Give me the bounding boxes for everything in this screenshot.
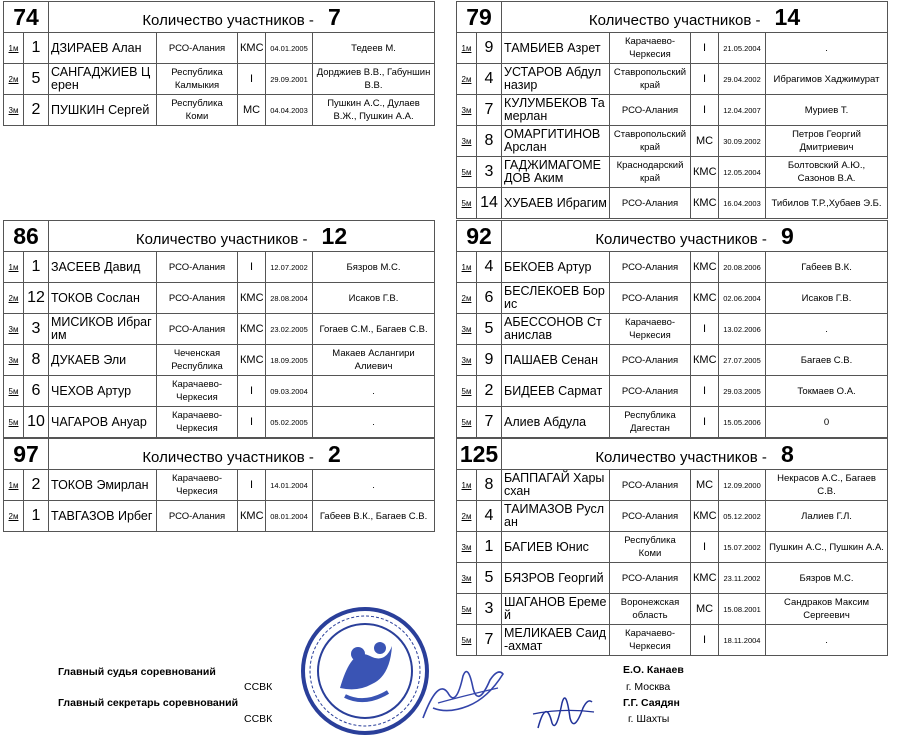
birth-date: 05.12.2002 (719, 501, 766, 532)
trainer-cell: Сандраков Максим Сергеевич (766, 594, 888, 625)
participants-count: 14 (774, 3, 801, 30)
table-row (4, 376, 435, 407)
athlete-name: ТОКОВ Сослан (49, 283, 157, 314)
trainer-cell: Пушкин А.С., Дулаев В.Ж., Пушкин А.А. (313, 95, 435, 126)
region-cell: РСО-Алания (610, 95, 691, 126)
weight-category: 125 (457, 439, 502, 470)
chief-judge-category: ССВК (244, 681, 273, 693)
place-cell: 5м (4, 407, 24, 438)
weight-block-86 (3, 220, 435, 438)
chief-judge-label: Главный судья соревнований (58, 666, 216, 678)
birth-date: 20.08.2006 (719, 252, 766, 283)
rank-cell: I (238, 407, 266, 438)
participant-number: 7 (477, 625, 502, 656)
region-cell: Ставропольский край (610, 64, 691, 95)
participants-count-cell (49, 2, 435, 33)
athlete-name: ПУШКИН Сергей (49, 95, 157, 126)
rank-cell: I (238, 376, 266, 407)
athlete-name: ШАГАНОВ Еремей (502, 594, 610, 625)
table-row (457, 33, 888, 64)
region-cell: Карачаево-Черкесия (157, 376, 238, 407)
weight-category: 74 (4, 2, 49, 33)
table-row (457, 470, 888, 501)
results-table (456, 438, 888, 656)
place-cell: 3м (457, 345, 477, 376)
results-table (456, 220, 888, 438)
participants-count-cell (502, 221, 888, 252)
participants-count-cell (502, 439, 888, 470)
trainer-cell: . (766, 33, 888, 64)
place-cell: 2м (457, 283, 477, 314)
region-cell: Республика Калмыкия (157, 64, 238, 95)
place-cell: 5м (457, 157, 477, 188)
trainer-cell: Гогаев С.М., Багаев С.В. (313, 314, 435, 345)
participant-number: 5 (24, 64, 49, 95)
rank-cell: КМС (691, 501, 719, 532)
participant-number: 14 (477, 188, 502, 219)
trainer-cell: Токмаев О.А. (766, 376, 888, 407)
weight-header (4, 2, 435, 33)
place-cell: 3м (4, 345, 24, 376)
table-row (457, 126, 888, 157)
region-cell: РСО-Алания (610, 563, 691, 594)
region-cell: Ставропольский край (610, 126, 691, 157)
rank-cell: I (691, 625, 719, 656)
trainer-cell: . (766, 625, 888, 656)
region-cell: РСО-Алания (610, 376, 691, 407)
chief-judge-city: г. Москва (626, 681, 671, 693)
table-row (457, 407, 888, 438)
rank-cell: МС (238, 95, 266, 126)
region-cell: РСО-Алания (157, 501, 238, 532)
participant-number: 2 (24, 95, 49, 126)
region-cell: Республика Коми (157, 95, 238, 126)
athlete-name: БЕСЛЕКОЕВ Борис (502, 283, 610, 314)
rank-cell: I (691, 64, 719, 95)
region-cell: Воронежская область (610, 594, 691, 625)
place-cell: 5м (457, 594, 477, 625)
participants-count: 9 (780, 222, 794, 249)
participants-count-label: Количество участников - (135, 230, 308, 248)
rank-cell: I (238, 252, 266, 283)
region-cell: Карачаево-Черкесия (157, 407, 238, 438)
trainer-cell: Бязров М.С. (766, 563, 888, 594)
region-cell: Карачаево-Черкесия (610, 625, 691, 656)
trainer-cell: Макаев Аслангири Алиевич (313, 345, 435, 376)
athlete-name: ГАДЖИМАГОМЕДОВ Аким (502, 157, 610, 188)
athlete-name: АБЕССОНОВ Станислав (502, 314, 610, 345)
rank-cell: I (691, 532, 719, 563)
results-table (3, 220, 435, 438)
region-cell: РСО-Алания (610, 501, 691, 532)
weight-category: 97 (4, 439, 49, 470)
participant-number: 5 (477, 563, 502, 594)
place-cell: 1м (457, 252, 477, 283)
table-row (457, 345, 888, 376)
participant-number: 1 (24, 252, 49, 283)
birth-date: 16.04.2003 (719, 188, 766, 219)
birth-date: 09.03.2004 (266, 376, 313, 407)
place-cell: 2м (457, 64, 477, 95)
athlete-name: ПАШАЕВ Сенан (502, 345, 610, 376)
weight-block-125 (456, 438, 888, 656)
athlete-name: УСТАРОВ Абдул назир (502, 64, 610, 95)
weight-header (457, 221, 888, 252)
trainer-cell: . (313, 376, 435, 407)
participants-count: 8 (780, 440, 794, 467)
athlete-name: МИСИКОВ Ибрагим (49, 314, 157, 345)
place-cell: 3м (4, 314, 24, 345)
participant-number: 12 (24, 283, 49, 314)
weight-header (4, 439, 435, 470)
birth-date: 15.08.2001 (719, 594, 766, 625)
participants-count: 2 (327, 440, 341, 467)
rank-cell: КМС (691, 563, 719, 594)
participant-number: 7 (477, 95, 502, 126)
participants-count-label: Количество участников - (142, 11, 314, 29)
rank-cell: I (691, 33, 719, 64)
table-row (457, 376, 888, 407)
rank-cell: МС (691, 470, 719, 501)
birth-date: 27.07.2005 (719, 345, 766, 376)
table-row (457, 157, 888, 188)
weight-category: 86 (4, 221, 49, 252)
athlete-name: ЗАСЕЕВ Давид (49, 252, 157, 283)
region-cell: Чеченская Республика (157, 345, 238, 376)
rank-cell: КМС (238, 501, 266, 532)
birth-date: 12.07.2002 (266, 252, 313, 283)
region-cell: Карачаево-Черкесия (610, 314, 691, 345)
participant-number: 10 (24, 407, 49, 438)
place-cell: 5м (457, 625, 477, 656)
rank-cell: КМС (691, 157, 719, 188)
region-cell: РСО-Алания (610, 345, 691, 376)
participants-count-cell (49, 221, 435, 252)
table-row (4, 64, 435, 95)
athlete-name: МЕЛИКАЕВ Саид-ахмат (502, 625, 610, 656)
region-cell: РСО-Алания (157, 33, 238, 64)
table-row (457, 188, 888, 219)
place-cell: 1м (4, 252, 24, 283)
athlete-name: ЧЕХОВ Артур (49, 376, 157, 407)
place-cell: 5м (457, 188, 477, 219)
trainer-cell: Некрасов А.С., Багаев С.В. (766, 470, 888, 501)
participant-number: 2 (24, 470, 49, 501)
weight-header (457, 439, 888, 470)
table-row (457, 64, 888, 95)
place-cell: 1м (457, 470, 477, 501)
place-cell: 1м (4, 33, 24, 64)
chief-secretary-category: ССВК (244, 713, 273, 725)
athlete-name: ЧАГАРОВ Ануар (49, 407, 157, 438)
participants-count-label: Количество участников - (595, 448, 767, 466)
place-cell: 2м (4, 501, 24, 532)
birth-date: 04.01.2005 (266, 33, 313, 64)
rank-cell: I (691, 407, 719, 438)
rank-cell: КМС (238, 283, 266, 314)
rank-cell: КМС (691, 345, 719, 376)
participants-count-cell (49, 439, 435, 470)
weight-block-74 (3, 1, 435, 126)
trainer-cell: Дорджиев В.В., Габуншин В.В. (313, 64, 435, 95)
participant-number: 1 (24, 33, 49, 64)
participant-number: 1 (477, 532, 502, 563)
athlete-name: ТОКОВ Эмирлан (49, 470, 157, 501)
birth-date: 18.11.2004 (719, 625, 766, 656)
place-cell: 3м (4, 95, 24, 126)
participants-count: 7 (327, 3, 341, 30)
participants-count-label: Количество участников - (595, 230, 767, 248)
athlete-name: ТАВГАЗОВ Ирбег (49, 501, 157, 532)
birth-date: 12.09.2000 (719, 470, 766, 501)
birth-date: 15.07.2002 (719, 532, 766, 563)
participant-number: 3 (24, 314, 49, 345)
rank-cell: КМС (691, 252, 719, 283)
region-cell: РСО-Алания (157, 252, 238, 283)
results-table (3, 1, 435, 126)
table-row (457, 563, 888, 594)
participant-number: 9 (477, 33, 502, 64)
weight-category: 92 (457, 221, 502, 252)
place-cell: 2м (4, 64, 24, 95)
region-cell: Краснодарский край (610, 157, 691, 188)
chief-judge-signature (418, 658, 508, 728)
participant-number: 3 (477, 594, 502, 625)
region-cell: РСО-Алания (610, 252, 691, 283)
table-row (457, 501, 888, 532)
trainer-cell: Болтовский А.Ю., Сазонов В.А. (766, 157, 888, 188)
place-cell: 3м (457, 563, 477, 594)
athlete-name: БАГИЕВ Юнис (502, 532, 610, 563)
participant-number: 6 (24, 376, 49, 407)
participants-count: 12 (321, 222, 348, 249)
birth-date: 23.02.2005 (266, 314, 313, 345)
rank-cell: МС (691, 594, 719, 625)
athlete-name: Алиев Абдула (502, 407, 610, 438)
rank-cell: I (691, 376, 719, 407)
trainer-cell: Габеев В.К., Багаев С.В. (313, 501, 435, 532)
results-table (3, 438, 435, 532)
table-row (4, 345, 435, 376)
place-cell: 2м (457, 501, 477, 532)
trainer-cell: Багаев С.В. (766, 345, 888, 376)
rank-cell: КМС (691, 188, 719, 219)
rank-cell: КМС (691, 283, 719, 314)
trainer-cell: Пушкин А.С., Пушкин А.А. (766, 532, 888, 563)
table-row (4, 252, 435, 283)
table-row (4, 314, 435, 345)
association-seal (300, 606, 430, 736)
rank-cell: КМС (238, 314, 266, 345)
birth-date: 28.08.2004 (266, 283, 313, 314)
table-row (4, 95, 435, 126)
region-cell: РСО-Алания (157, 314, 238, 345)
table-row (457, 314, 888, 345)
birth-date: 12.05.2004 (719, 157, 766, 188)
athlete-name: БЕКОЕВ Артур (502, 252, 610, 283)
trainer-cell: Лалиев Г.Л. (766, 501, 888, 532)
weight-block-97 (3, 438, 435, 532)
birth-date: 13.02.2006 (719, 314, 766, 345)
weight-category: 79 (457, 2, 502, 33)
trainer-cell: Исаков Г.В. (766, 283, 888, 314)
birth-date: 08.01.2004 (266, 501, 313, 532)
table-row (457, 252, 888, 283)
birth-date: 29.04.2002 (719, 64, 766, 95)
birth-date: 23.11.2002 (719, 563, 766, 594)
rank-cell: I (691, 95, 719, 126)
athlete-name: БИДЕЕВ Сармат (502, 376, 610, 407)
place-cell: 3м (457, 126, 477, 157)
athlete-name: БАППАГАЙ Харысхан (502, 470, 610, 501)
table-row (457, 594, 888, 625)
rank-cell: КМС (238, 345, 266, 376)
birth-date: 29.09.2001 (266, 64, 313, 95)
weight-header (457, 2, 888, 33)
athlete-name: ОМАРГИТИНОВ Арслан (502, 126, 610, 157)
table-row (457, 532, 888, 563)
participant-number: 4 (477, 252, 502, 283)
athlete-name: ДЗИРАЕВ Алан (49, 33, 157, 64)
chief-secretary-city: г. Шахты (628, 713, 670, 725)
birth-date: 21.05.2004 (719, 33, 766, 64)
athlete-name: ДУКАЕВ Эли (49, 345, 157, 376)
participant-number: 2 (477, 376, 502, 407)
chief-secretary-label: Главный секретарь соревнований (58, 697, 239, 709)
region-cell: РСО-Алания (610, 470, 691, 501)
region-cell: РСО-Алания (157, 283, 238, 314)
trainer-cell: . (766, 314, 888, 345)
participant-number: 7 (477, 407, 502, 438)
participant-number: 1 (24, 501, 49, 532)
region-cell: Республика Дагестан (610, 407, 691, 438)
table-row (4, 283, 435, 314)
place-cell: 5м (457, 376, 477, 407)
participant-number: 8 (477, 470, 502, 501)
participant-number: 4 (477, 64, 502, 95)
participants-count-cell (502, 2, 888, 33)
rank-cell: МС (691, 126, 719, 157)
participant-number: 9 (477, 345, 502, 376)
participant-number: 8 (477, 126, 502, 157)
trainer-cell: Бязров М.С. (313, 252, 435, 283)
trainer-cell: Тибилов Т.Р.,Хубаев Э.Б. (766, 188, 888, 219)
athlete-name: КУЛУМБЕКОВ Тамерлан (502, 95, 610, 126)
place-cell: 3м (457, 95, 477, 126)
region-cell: Карачаево-Черкесия (157, 470, 238, 501)
participant-number: 8 (24, 345, 49, 376)
birth-date: 05.02.2005 (266, 407, 313, 438)
participants-count-label: Количество участников - (142, 448, 314, 466)
region-cell: Карачаево-Черкесия (610, 33, 691, 64)
birth-date: 29.03.2005 (719, 376, 766, 407)
table-row (457, 95, 888, 126)
athlete-name: ТАИМАЗОВ Руслан (502, 501, 610, 532)
participant-number: 3 (477, 157, 502, 188)
birth-date: 30.09.2002 (719, 126, 766, 157)
chief-secretary-signature (528, 678, 598, 738)
trainer-cell: Тедеев М. (313, 33, 435, 64)
weight-block-79 (456, 1, 888, 219)
weight-block-92 (456, 220, 888, 438)
athlete-name: ХУБАЕВ Ибрагим (502, 188, 610, 219)
region-cell: РСО-Алания (610, 188, 691, 219)
trainer-cell: Муриев Т. (766, 95, 888, 126)
weight-header (4, 221, 435, 252)
trainer-cell: Ибрагимов Хаджимурат (766, 64, 888, 95)
place-cell: 3м (457, 532, 477, 563)
rank-cell: КМС (238, 33, 266, 64)
trainer-cell: . (313, 470, 435, 501)
trainer-cell: . (313, 407, 435, 438)
place-cell: 2м (4, 283, 24, 314)
table-row (457, 625, 888, 656)
table-row (4, 33, 435, 64)
table-row (457, 283, 888, 314)
place-cell: 3м (457, 314, 477, 345)
place-cell: 1м (4, 470, 24, 501)
athlete-name: ТАМБИЕВ Азрет (502, 33, 610, 64)
participant-number: 4 (477, 501, 502, 532)
athlete-name: САНГАДЖИЕВ Церен (49, 64, 157, 95)
birth-date: 04.04.2003 (266, 95, 313, 126)
place-cell: 1м (457, 33, 477, 64)
table-row (4, 501, 435, 532)
trainer-cell: Габеев В.К. (766, 252, 888, 283)
birth-date: 14.01.2004 (266, 470, 313, 501)
rank-cell: I (691, 314, 719, 345)
rank-cell: I (238, 64, 266, 95)
rank-cell: I (238, 470, 266, 501)
place-cell: 5м (457, 407, 477, 438)
trainer-cell: Петров Георгий Дмитриевич (766, 126, 888, 157)
table-row (4, 470, 435, 501)
trainer-cell: 0 (766, 407, 888, 438)
trainer-cell: Исаков Г.В. (313, 283, 435, 314)
results-table (456, 1, 888, 219)
region-cell: РСО-Алания (610, 283, 691, 314)
chief-secretary-name: Г.Г. Саядян (623, 697, 680, 709)
participant-number: 5 (477, 314, 502, 345)
participants-count-label: Количество участников - (588, 11, 761, 29)
birth-date: 15.05.2006 (719, 407, 766, 438)
athlete-name: БЯЗРОВ Георгий (502, 563, 610, 594)
place-cell: 5м (4, 376, 24, 407)
chief-judge-name: Е.О. Канаев (623, 664, 684, 676)
region-cell: Республика Коми (610, 532, 691, 563)
birth-date: 18.09.2005 (266, 345, 313, 376)
participant-number: 6 (477, 283, 502, 314)
birth-date: 02.06.2004 (719, 283, 766, 314)
birth-date: 12.04.2007 (719, 95, 766, 126)
table-row (4, 407, 435, 438)
